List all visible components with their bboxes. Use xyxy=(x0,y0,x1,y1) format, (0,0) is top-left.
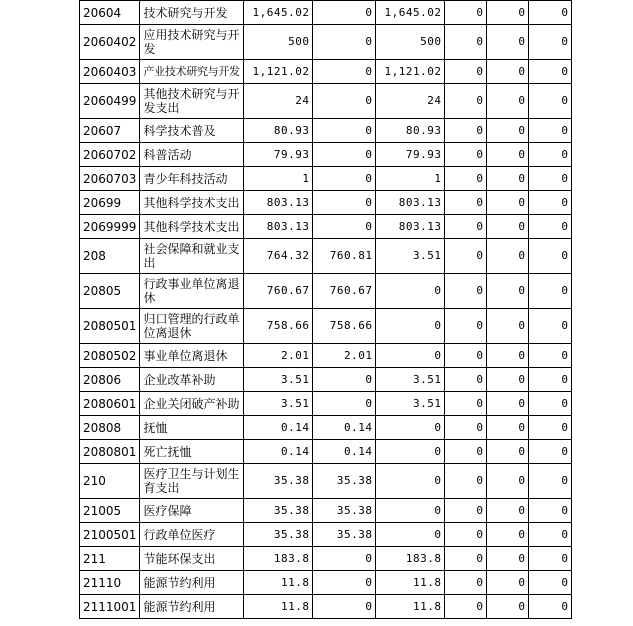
value-cell: 0 xyxy=(445,143,487,167)
value-cell: 0 xyxy=(529,416,572,440)
table-row xyxy=(80,167,572,191)
value-cell: 0 xyxy=(487,368,529,392)
value-cell: 0 xyxy=(487,60,529,84)
value-cell: 0 xyxy=(445,84,487,119)
value-cell: 0.14 xyxy=(313,440,376,464)
value-cell: 0 xyxy=(313,60,376,84)
code-cell: 211 xyxy=(80,547,140,571)
value-cell: 500 xyxy=(244,25,313,60)
value-cell: 0 xyxy=(487,25,529,60)
value-cell: 0 xyxy=(445,167,487,191)
value-cell: 0 xyxy=(487,595,529,619)
value-cell: 0 xyxy=(445,440,487,464)
value-cell: 0 xyxy=(445,215,487,239)
value-cell: 0 xyxy=(487,191,529,215)
name-cell: 其他科学技术支出 xyxy=(140,215,244,239)
value-cell: 35.38 xyxy=(313,523,376,547)
name-cell: 应用技术研究与开发 xyxy=(140,25,244,60)
value-cell: 0 xyxy=(529,368,572,392)
name-cell: 行政事业单位离退休 xyxy=(140,274,244,309)
value-cell: 0 xyxy=(445,25,487,60)
value-cell: 35.38 xyxy=(313,464,376,499)
value-cell: 0 xyxy=(313,143,376,167)
table-row xyxy=(80,344,572,368)
value-cell: 0.14 xyxy=(244,440,313,464)
value-cell: 758.66 xyxy=(313,309,376,344)
value-cell: 0 xyxy=(487,143,529,167)
value-cell: 0 xyxy=(376,523,445,547)
value-cell: 0 xyxy=(376,309,445,344)
value-cell: 0 xyxy=(376,499,445,523)
name-cell: 企业关闭破产补助 xyxy=(140,392,244,416)
value-cell: 760.81 xyxy=(313,239,376,274)
value-cell: 0 xyxy=(529,464,572,499)
value-cell: 0 xyxy=(313,167,376,191)
value-cell: 0 xyxy=(487,119,529,143)
code-cell: 2100501 xyxy=(80,523,140,547)
code-cell: 2060402 xyxy=(80,25,140,60)
table-row xyxy=(80,571,572,595)
value-cell: 0 xyxy=(445,344,487,368)
value-cell: 80.93 xyxy=(244,119,313,143)
value-cell: 758.66 xyxy=(244,309,313,344)
table-row xyxy=(80,499,572,523)
value-cell: 764.32 xyxy=(244,239,313,274)
value-cell: 0 xyxy=(529,239,572,274)
value-cell: 803.13 xyxy=(376,191,445,215)
value-cell: 803.13 xyxy=(376,215,445,239)
table-row xyxy=(80,392,572,416)
value-cell: 1,121.02 xyxy=(376,60,445,84)
name-cell: 青少年科技活动 xyxy=(140,167,244,191)
value-cell: 0 xyxy=(529,215,572,239)
value-cell: 0 xyxy=(529,499,572,523)
table-row xyxy=(80,274,572,309)
code-cell: 20604 xyxy=(80,1,140,25)
value-cell: 0 xyxy=(313,191,376,215)
value-cell: 0 xyxy=(445,119,487,143)
value-cell: 0 xyxy=(529,309,572,344)
value-cell: 0 xyxy=(487,523,529,547)
value-cell: 0 xyxy=(445,464,487,499)
value-cell: 803.13 xyxy=(244,191,313,215)
value-cell: 2.01 xyxy=(313,344,376,368)
name-cell: 能源节约利用 xyxy=(140,571,244,595)
value-cell: 79.93 xyxy=(376,143,445,167)
value-cell: 80.93 xyxy=(376,119,445,143)
value-cell: 0 xyxy=(445,523,487,547)
table-row xyxy=(80,547,572,571)
code-cell: 20805 xyxy=(80,274,140,309)
code-cell: 2080501 xyxy=(80,309,140,344)
value-cell: 183.8 xyxy=(244,547,313,571)
name-cell: 技术研究与开发 xyxy=(140,1,244,25)
value-cell: 0 xyxy=(445,274,487,309)
table-body xyxy=(80,1,572,619)
value-cell: 35.38 xyxy=(313,499,376,523)
value-cell: 0 xyxy=(529,143,572,167)
name-cell: 产业技术研究与开发 xyxy=(140,60,244,84)
name-cell: 事业单位离退休 xyxy=(140,344,244,368)
table-row xyxy=(80,309,572,344)
value-cell: 0 xyxy=(445,191,487,215)
value-cell: 0 xyxy=(487,167,529,191)
code-cell: 2080601 xyxy=(80,392,140,416)
table-row xyxy=(80,119,572,143)
name-cell: 行政单位医疗 xyxy=(140,523,244,547)
code-cell: 2080502 xyxy=(80,344,140,368)
value-cell: 0 xyxy=(445,239,487,274)
value-cell: 0 xyxy=(313,368,376,392)
value-cell: 0 xyxy=(445,571,487,595)
value-cell: 0 xyxy=(487,84,529,119)
name-cell: 能源节约利用 xyxy=(140,595,244,619)
value-cell: 0 xyxy=(529,344,572,368)
code-cell: 2060703 xyxy=(80,167,140,191)
value-cell: 0 xyxy=(529,392,572,416)
value-cell: 3.51 xyxy=(244,368,313,392)
value-cell: 0 xyxy=(487,416,529,440)
code-cell: 2111001 xyxy=(80,595,140,619)
table-row xyxy=(80,595,572,619)
value-cell: 0 xyxy=(313,1,376,25)
value-cell: 183.8 xyxy=(376,547,445,571)
value-cell: 760.67 xyxy=(313,274,376,309)
value-cell: 1 xyxy=(244,167,313,191)
table-row xyxy=(80,239,572,274)
code-cell: 2060499 xyxy=(80,84,140,119)
value-cell: 0 xyxy=(376,464,445,499)
value-cell: 500 xyxy=(376,25,445,60)
value-cell: 0 xyxy=(445,392,487,416)
value-cell: 0 xyxy=(529,523,572,547)
value-cell: 803.13 xyxy=(244,215,313,239)
value-cell: 0 xyxy=(487,547,529,571)
name-cell: 医疗卫生与计划生育支出 xyxy=(140,464,244,499)
value-cell: 3.51 xyxy=(376,392,445,416)
code-cell: 2060702 xyxy=(80,143,140,167)
table-row xyxy=(80,25,572,60)
code-cell: 21005 xyxy=(80,499,140,523)
table-row xyxy=(80,464,572,499)
table-row xyxy=(80,368,572,392)
value-cell: 0 xyxy=(529,440,572,464)
value-cell: 0.14 xyxy=(244,416,313,440)
table-row xyxy=(80,60,572,84)
name-cell: 医疗保障 xyxy=(140,499,244,523)
value-cell: 0 xyxy=(376,344,445,368)
table-row xyxy=(80,143,572,167)
value-cell: 0 xyxy=(529,571,572,595)
table-row xyxy=(80,416,572,440)
value-cell: 0 xyxy=(529,547,572,571)
code-cell: 20699 xyxy=(80,191,140,215)
value-cell: 0 xyxy=(445,1,487,25)
value-cell: 0 xyxy=(529,167,572,191)
value-cell: 760.67 xyxy=(244,274,313,309)
name-cell: 社会保障和就业支出 xyxy=(140,239,244,274)
code-cell: 20607 xyxy=(80,119,140,143)
table-row xyxy=(80,215,572,239)
value-cell: 3.51 xyxy=(376,239,445,274)
table-row xyxy=(80,191,572,215)
value-cell: 0 xyxy=(529,119,572,143)
value-cell: 0 xyxy=(445,499,487,523)
name-cell: 其他科学技术支出 xyxy=(140,191,244,215)
name-cell: 科学技术普及 xyxy=(140,119,244,143)
value-cell: 35.38 xyxy=(244,499,313,523)
name-cell: 企业改革补助 xyxy=(140,368,244,392)
table-row xyxy=(80,440,572,464)
value-cell: 0 xyxy=(487,344,529,368)
name-cell: 节能环保支出 xyxy=(140,547,244,571)
value-cell: 0 xyxy=(313,547,376,571)
name-cell: 科普活动 xyxy=(140,143,244,167)
value-cell: 0 xyxy=(313,392,376,416)
code-cell: 2080801 xyxy=(80,440,140,464)
value-cell: 0 xyxy=(487,499,529,523)
value-cell: 11.8 xyxy=(376,571,445,595)
value-cell: 0 xyxy=(529,84,572,119)
value-cell: 35.38 xyxy=(244,464,313,499)
code-cell: 210 xyxy=(80,464,140,499)
value-cell: 0 xyxy=(313,84,376,119)
name-cell: 抚恤 xyxy=(140,416,244,440)
value-cell: 0 xyxy=(487,464,529,499)
value-cell: 0 xyxy=(376,440,445,464)
value-cell: 2.01 xyxy=(244,344,313,368)
value-cell: 0 xyxy=(445,547,487,571)
value-cell: 0 xyxy=(487,392,529,416)
value-cell: 0 xyxy=(529,274,572,309)
value-cell: 0 xyxy=(445,60,487,84)
code-cell: 20806 xyxy=(80,368,140,392)
value-cell: 0 xyxy=(487,440,529,464)
value-cell: 1,121.02 xyxy=(244,60,313,84)
budget-table xyxy=(79,0,572,619)
code-cell: 208 xyxy=(80,239,140,274)
value-cell: 0 xyxy=(487,274,529,309)
value-cell: 1,645.02 xyxy=(376,1,445,25)
value-cell: 0 xyxy=(313,119,376,143)
value-cell: 3.51 xyxy=(376,368,445,392)
value-cell: 0.14 xyxy=(313,416,376,440)
value-cell: 24 xyxy=(376,84,445,119)
code-cell: 2069999 xyxy=(80,215,140,239)
value-cell: 0 xyxy=(487,571,529,595)
value-cell: 0 xyxy=(487,239,529,274)
value-cell: 1 xyxy=(376,167,445,191)
value-cell: 0 xyxy=(445,309,487,344)
value-cell: 0 xyxy=(529,25,572,60)
value-cell: 0 xyxy=(313,571,376,595)
name-cell: 死亡抚恤 xyxy=(140,440,244,464)
value-cell: 0 xyxy=(529,191,572,215)
value-cell: 0 xyxy=(376,416,445,440)
name-cell: 其他技术研究与开发支出 xyxy=(140,84,244,119)
value-cell: 35.38 xyxy=(244,523,313,547)
value-cell: 11.8 xyxy=(244,595,313,619)
value-cell: 0 xyxy=(445,595,487,619)
value-cell: 11.8 xyxy=(376,595,445,619)
value-cell: 0 xyxy=(313,215,376,239)
value-cell: 0 xyxy=(487,215,529,239)
value-cell: 11.8 xyxy=(244,571,313,595)
value-cell: 24 xyxy=(244,84,313,119)
name-cell: 归口管理的行政单位离退休 xyxy=(140,309,244,344)
value-cell: 0 xyxy=(313,25,376,60)
value-cell: 3.51 xyxy=(244,392,313,416)
value-cell: 0 xyxy=(487,309,529,344)
value-cell: 79.93 xyxy=(244,143,313,167)
table-row xyxy=(80,1,572,25)
value-cell: 0 xyxy=(376,274,445,309)
value-cell: 0 xyxy=(313,595,376,619)
table-row xyxy=(80,523,572,547)
table-row xyxy=(80,84,572,119)
code-cell: 21110 xyxy=(80,571,140,595)
code-cell: 20808 xyxy=(80,416,140,440)
value-cell: 1,645.02 xyxy=(244,1,313,25)
value-cell: 0 xyxy=(529,1,572,25)
value-cell: 0 xyxy=(529,595,572,619)
value-cell: 0 xyxy=(529,60,572,84)
value-cell: 0 xyxy=(487,1,529,25)
value-cell: 0 xyxy=(445,416,487,440)
code-cell: 2060403 xyxy=(80,60,140,84)
value-cell: 0 xyxy=(445,368,487,392)
